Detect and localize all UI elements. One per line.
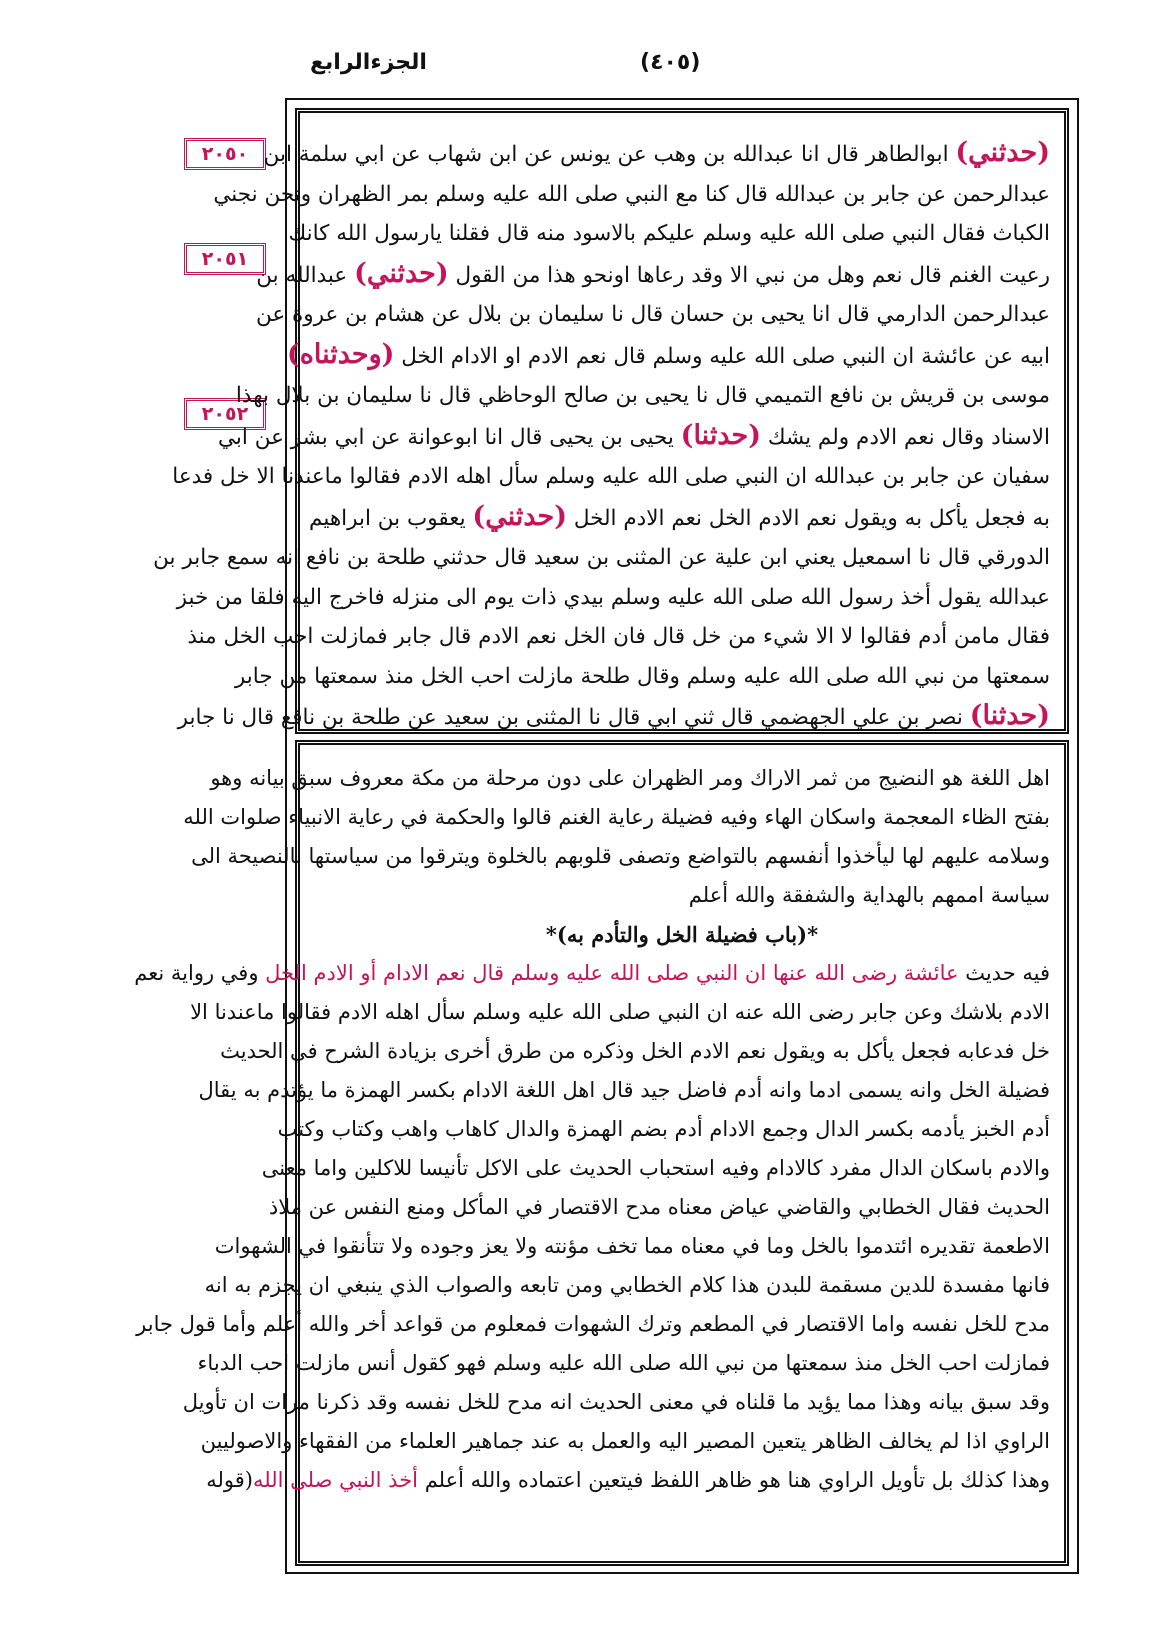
commentary-line xyxy=(198,1071,1050,1110)
narration-keyword: (حدثني) xyxy=(354,257,449,289)
text-run: مدح للخل نفسه واما الاقتصار في المطعم وترك الشهوات فمعلوم من قواعد أخر والله أعلم وأما قول جابر xyxy=(136,1312,1050,1336)
commentary-line xyxy=(214,1227,1050,1266)
narration-keyword: (حدثني) xyxy=(955,137,1050,168)
hadith-line xyxy=(172,457,1050,497)
hadith-line xyxy=(288,214,1050,254)
text-run: به فجعل يأكل به ويقول نعم الادم الخل نعم الادم الخل xyxy=(567,505,1050,531)
text-run: يعقوب بن ابراهيم xyxy=(309,505,473,531)
text-run: عبدالله بن xyxy=(256,262,355,288)
text-run: عبدالرحمن عن جابر بن عبدالله قال كنا مع النبي صلى الله عليه وسلم بمر الظهران ونحن نجني xyxy=(213,181,1050,207)
hadith-line xyxy=(255,295,1050,335)
narration-keyword: (حدثني) xyxy=(472,500,568,532)
commentary-line xyxy=(268,1188,1050,1227)
part-header: الجزءالرابع xyxy=(310,50,427,75)
text-run: سمعتها من نبي الله صلى الله عليه وسلم وقال طلحة مازلت احب الخل منذ سمعتها من جابر xyxy=(234,663,1050,689)
text-run: فمازلت احب الخل منذ سمعتها من نبي الله صلى الله عليه وسلم فهو كقول أنس مازلت احب الدباء xyxy=(197,1351,1050,1375)
text-run: وفي رواية نعم xyxy=(134,961,266,985)
text-run: سياسة اممهم بالهداية والشفقة والله أعلم xyxy=(688,883,1050,907)
text-run: الدورقي قال نا اسمعيل يعني ابن علية عن المثنى بن سعيد قال حدثني طلحة بن نافع انه سمع جابر بن xyxy=(153,545,1050,570)
commentary-line xyxy=(220,1032,1050,1071)
hadith-number-badge: ٢٠٥١ xyxy=(184,243,266,275)
text-run: أدم الخبز يأدمه بكسر الدال وجمع الادام أدم بضم الهمزة والدال كاهاب واهب وكتاب وكتب xyxy=(277,1117,1050,1141)
text-run: رعيت الغنم قال نعم وهل من نبي الا وقد رعاها اونحو هذا من القول xyxy=(448,262,1050,288)
hadith-line xyxy=(153,538,1050,578)
commentary-box xyxy=(134,740,1069,1566)
narration-keyword: (وحدثناه) xyxy=(286,338,395,370)
commentary-line xyxy=(191,837,1050,876)
commentary-line xyxy=(277,1110,1050,1149)
text-run: بفتح الظاء المعجمة واسكان الهاء وفيه فضيلة رعاية الغنم قالوا والحكمة في رعاية الانبياء صلوات الله xyxy=(183,805,1050,829)
text-run: فيه حديث xyxy=(958,961,1050,985)
hadith-line xyxy=(213,175,1050,215)
text-run: ابوالطاهر قال انا عبدالله بن وهب عن يونس عن ابن شهاب عن ابي سلمة ابن xyxy=(263,142,956,167)
text-run: عبدالرحمن الدارمي قال انا يحيى بن حسان قال نا سليمان بن بلال عن هشام بن عروة عن xyxy=(255,302,1050,327)
text-run: ابيه عن عائشة ان النبي صلى الله عليه وسلم قال نعم الادم او الادام الخل xyxy=(394,343,1050,369)
hadith-number-badge: ٢٠٥٢ xyxy=(184,398,266,430)
text-run: سفيان عن جابر بن عبدالله ان النبي صلى الله عليه وسلم سأل اهله الادم فقالوا ماعندنا الا خل فدعا xyxy=(172,464,1050,489)
quoted-hadith-text: عائشة رضى الله عنها ان النبي صلى الله عليه وسلم قال نعم الادام أو الادم الخل xyxy=(265,961,959,985)
commentary-line xyxy=(183,798,1050,837)
narration-keyword: (حدثنا) xyxy=(969,700,1050,731)
commentary-line xyxy=(210,759,1050,798)
commentary-line xyxy=(261,1149,1050,1188)
hadith-number-badge: ٢٠٥٠ xyxy=(184,138,266,170)
commentary-line xyxy=(182,1383,1050,1422)
page-number: (٤٠٥) xyxy=(640,50,701,75)
commentary-line xyxy=(204,1266,1050,1305)
hadith-line xyxy=(256,254,1050,296)
narration-keyword: (حدثنا) xyxy=(680,419,761,451)
text-run: الكباث فقال النبي صلى الله عليه وسلم عليكم بالاسود منه قال فقلنا يارسول الله كانك xyxy=(288,221,1050,246)
commentary-line xyxy=(206,1461,1050,1500)
commentary-text xyxy=(134,759,1050,1500)
hadith-line xyxy=(263,133,1050,175)
text-run: الادم بلاشك وعن جابر رضى الله عنه ان النبي صلى الله عليه وسلم سأل اهله الادم فقالوا ماعندنا الا xyxy=(190,1000,1050,1024)
commentary-line xyxy=(190,993,1050,1032)
commentary-line xyxy=(134,954,1050,993)
text-run: فانها مفسدة للدين مسقمة للبدن هذا كلام الخطابي ومن تابعه والصواب الذي ينبغي ان يجزم به انه xyxy=(204,1273,1050,1297)
text-run: وهذا كذلك بل تأويل الراوي هنا هو ظاهر اللفظ فيتعين اعتماده والله أعلم xyxy=(418,1468,1050,1492)
text-run: فضيلة الخل وانه يسمى ادما وانه أدم فاضل جيد قال اهل اللغة الادام بكسر الهمزة ما يؤتدم به يقال xyxy=(198,1078,1050,1102)
hadith-line xyxy=(176,578,1050,618)
text-run: يحيى بن يحيى قال انا ابوعوانة عن ابي بشر عن ابي xyxy=(217,424,681,450)
text-run: الاسناد وقال نعم الادم ولم يشك xyxy=(760,424,1050,450)
commentary-line xyxy=(200,1422,1050,1461)
hadith-line xyxy=(286,335,1050,377)
text-run: (قوله xyxy=(206,1468,254,1492)
hadith-line xyxy=(234,657,1050,697)
text-run: والادم باسكان الدال مفرد كالادام وفيه استحباب الحديث على الاكل تأنيسا للاكلين واما معنى xyxy=(261,1156,1050,1180)
text-run: وقد سبق بيانه وهذا مما يؤيد ما قلناه في معنى الحديث انه مدح للخل نفسه وقد ذكرنا مرات ان تأويل xyxy=(182,1390,1050,1414)
text-run: الحديث فقال الخطابي والقاضي عياض معناه مدح الاقتصار في المأكل ومنع النفس عن ملاذ xyxy=(268,1195,1050,1219)
text-run: الراوي اذا لم يخالف الظاهر يتعين المصير اليه والعمل به عند جماهير العلماء من الفقهاء والاصوليين xyxy=(200,1429,1050,1453)
hadith-line xyxy=(309,497,1050,539)
quoted-hadith-text: أخذ النبي صلى الله xyxy=(253,1468,419,1492)
text-run: موسى بن قريش بن نافع التميمي قال نا يحيى بن صالح الوحاظي قال نا سليمان بن بلال بهذا xyxy=(235,383,1050,408)
text-run: خل فدعابه فجعل يأكل به ويقول نعم الادم الخل وذكره من طرق أخرى بزيادة الشرح في الحديث xyxy=(220,1039,1050,1063)
text-run: وسلامه عليهم لها ليأخذوا أنفسهم بالتواضع وتصفى قلوبهم بالخلوة ويترقوا من سياستها بالنصيحة الى xyxy=(191,844,1050,868)
text-run: الاطعمة تقديره ائتدموا بالخل وما في معناه مما تخف مؤنته ولا يعز وجوده ولا تتأنقوا في الشهوات xyxy=(214,1234,1050,1258)
text-run: عبدالله يقول أخذ رسول الله صلى الله عليه وسلم بيدي ذات يوم الى منزله فاخرج اليه فلقا من خبز xyxy=(176,584,1050,610)
commentary-line xyxy=(197,1344,1050,1383)
hadith-line xyxy=(217,416,1050,458)
text-run: نصر بن علي الجهضمي قال ثني ابي قال نا المثنى بن سعيد عن طلحة بن نافع قال نا جابر xyxy=(177,705,970,730)
commentary-line xyxy=(136,1305,1050,1344)
text-run: اهل اللغة هو النضيج من ثمر الاراك ومر الظهران على دون مرحلة من مكة معروف سبق بيانه وهو xyxy=(210,766,1050,790)
hadith-line xyxy=(187,617,1050,657)
commentary-line xyxy=(314,876,1050,915)
text-run: فقال مامن أدم فقالوا لا الا شيء من خل قال فان الخل نعم الادم قال جابر فمازلت احب الخل منذ xyxy=(187,624,1050,649)
hadith-line xyxy=(177,696,1050,738)
chapter-title: *(باب فضيلة الخل والتأدم به)* xyxy=(545,922,819,947)
hadith-line xyxy=(235,376,1050,416)
